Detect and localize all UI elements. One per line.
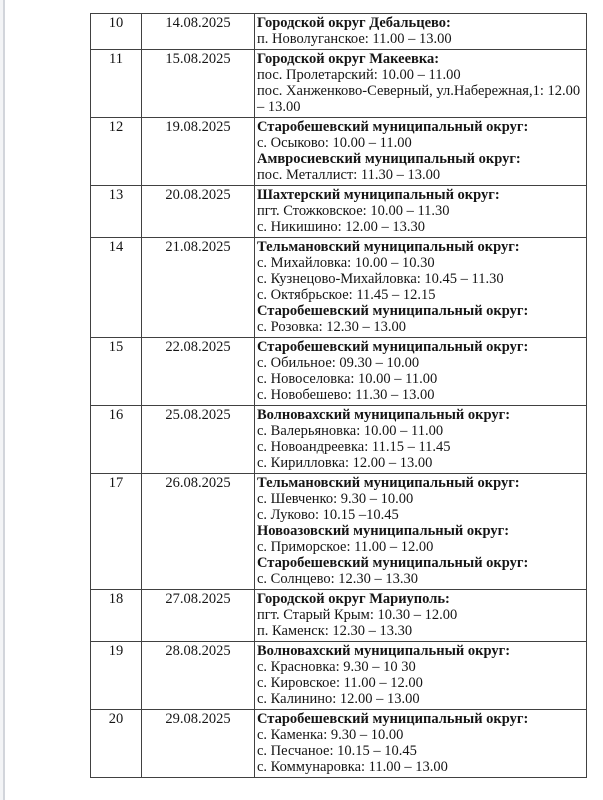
table-row	[91, 14, 587, 50]
row-number-cell: 19	[91, 642, 142, 710]
location-time-line: пгт. Старый Крым: 10.30 – 12.00	[257, 607, 458, 623]
date-cell: 20.08.2025	[142, 186, 255, 238]
district-heading: Новоазовский муниципальный округ:	[257, 523, 510, 539]
row-number-cell: 10	[91, 14, 142, 50]
row-number-cell: 11	[91, 50, 142, 118]
district-heading: Волновахский муниципальный округ:	[257, 643, 511, 659]
location-time-line: с. Луково: 10.15 –10.45	[257, 507, 399, 523]
date-cell: 21.08.2025	[142, 238, 255, 338]
location-time-line: п. Каменск: 12.30 – 13.30	[257, 623, 413, 639]
location-time-line: с. Осыково: 10.00 – 11.00	[257, 135, 412, 151]
district-heading: Амвросиевский муниципальный округ:	[257, 151, 521, 167]
table-row	[91, 710, 587, 778]
district-heading: Старобешевский муниципальный округ:	[257, 711, 529, 727]
schedule-cell	[255, 406, 587, 474]
district-heading: Тельмановский муниципальный округ:	[257, 239, 520, 255]
schedule-cell	[255, 118, 587, 186]
schedule-cell	[255, 642, 587, 710]
location-time-line: с. Красновка: 9.30 – 10 30	[257, 659, 416, 675]
table-row	[91, 186, 587, 238]
schedule-cell	[255, 50, 587, 118]
table-row	[91, 118, 587, 186]
schedule-cell	[255, 186, 587, 238]
date-cell: 26.08.2025	[142, 474, 255, 590]
schedule-cell	[255, 14, 587, 50]
location-time-line: пгт. Стожковское: 10.00 – 11.30	[257, 203, 450, 219]
table-row	[91, 642, 587, 710]
date-cell: 15.08.2025	[142, 50, 255, 118]
location-time-line: с. Никишино: 12.00 – 13.30	[257, 219, 426, 235]
location-time-line: с. Розовка: 12.30 – 13.00	[257, 319, 407, 335]
location-time-line: с. Новоселовка: 10.00 – 11.00	[257, 371, 438, 387]
location-time-line: с. Каменка: 9.30 – 10.00	[257, 727, 404, 743]
location-time-line: с. Песчаное: 10.15 – 10.45	[257, 743, 417, 759]
location-time-line: с. Кирилловка: 12.00 – 13.00	[257, 455, 433, 471]
district-heading: Тельмановский муниципальный округ:	[257, 475, 520, 491]
location-time-line: пос. Металлист: 11.30 – 13.00	[257, 167, 441, 183]
table-row	[91, 50, 587, 118]
location-time-line: с. Михайловка: 10.00 – 10.30	[257, 255, 435, 271]
table-row	[91, 238, 587, 338]
row-number-cell: 16	[91, 406, 142, 474]
district-heading: Волновахский муниципальный округ:	[257, 407, 511, 423]
district-heading: Старобешевский муниципальный округ:	[257, 555, 529, 571]
table-row	[91, 474, 587, 590]
row-number-cell: 18	[91, 590, 142, 642]
location-time-line: с. Калинино: 12.00 – 13.00	[257, 691, 420, 707]
location-time-line: с. Октябрьское: 11.45 – 12.15	[257, 287, 436, 303]
date-cell: 19.08.2025	[142, 118, 255, 186]
district-heading: Старобешевский муниципальный округ:	[257, 303, 529, 319]
district-heading: Старобешевский муниципальный округ:	[257, 119, 529, 135]
schedule-cell	[255, 474, 587, 590]
location-time-line: пос. Ханженково-Северный, ул.Набережная,1: 12.00 – 13.00	[257, 83, 581, 115]
location-time-line: с. Новоандреевка: 11.15 – 11.45	[257, 439, 451, 455]
table-row	[91, 406, 587, 474]
district-heading: Городской округ Мариуполь:	[257, 591, 450, 607]
date-cell: 29.08.2025	[142, 710, 255, 778]
location-time-line: с. Новобешево: 11.30 – 13.00	[257, 387, 435, 403]
district-heading: Старобешевский муниципальный округ:	[257, 339, 529, 355]
location-time-line: с. Солнцево: 12.30 – 13.30	[257, 571, 419, 587]
date-cell: 22.08.2025	[142, 338, 255, 406]
date-cell: 28.08.2025	[142, 642, 255, 710]
district-heading: Городской округ Дебальцево:	[257, 15, 451, 31]
row-number-cell: 15	[91, 338, 142, 406]
row-number-cell: 17	[91, 474, 142, 590]
row-number-cell: 20	[91, 710, 142, 778]
row-number-cell: 13	[91, 186, 142, 238]
location-time-line: с. Приморское: 11.00 – 12.00	[257, 539, 434, 555]
date-cell: 25.08.2025	[142, 406, 255, 474]
location-time-line: с. Шевченко: 9.30 – 10.00	[257, 491, 414, 507]
location-time-line: с. Валерьяновка: 10.00 – 11.00	[257, 423, 444, 439]
location-time-line: п. Новолуганское: 11.00 – 13.00	[257, 31, 452, 47]
schedule-cell	[255, 590, 587, 642]
district-heading: Шахтерский муниципальный округ:	[257, 187, 500, 203]
schedule-table	[90, 13, 587, 778]
schedule-cell	[255, 338, 587, 406]
date-cell: 14.08.2025	[142, 14, 255, 50]
left-edge-line	[3, 0, 5, 800]
table-row	[91, 590, 587, 642]
district-heading: Городской округ Макеевка:	[257, 51, 440, 67]
location-time-line: с. Кузнецово-Михайловка: 10.45 – 11.30	[257, 271, 504, 287]
location-time-line: с. Обильное: 09.30 – 10.00	[257, 355, 420, 371]
location-time-line: с. Кировское: 11.00 – 12.00	[257, 675, 423, 691]
location-time-line: пос. Пролетарский: 10.00 – 11.00	[257, 67, 461, 83]
schedule-table-body	[91, 14, 587, 778]
date-cell: 27.08.2025	[142, 590, 255, 642]
location-time-line: с. Коммунаровка: 11.00 – 13.00	[257, 759, 448, 775]
table-row	[91, 338, 587, 406]
row-number-cell: 12	[91, 118, 142, 186]
row-number-cell: 14	[91, 238, 142, 338]
schedule-cell	[255, 238, 587, 338]
schedule-cell	[255, 710, 587, 778]
